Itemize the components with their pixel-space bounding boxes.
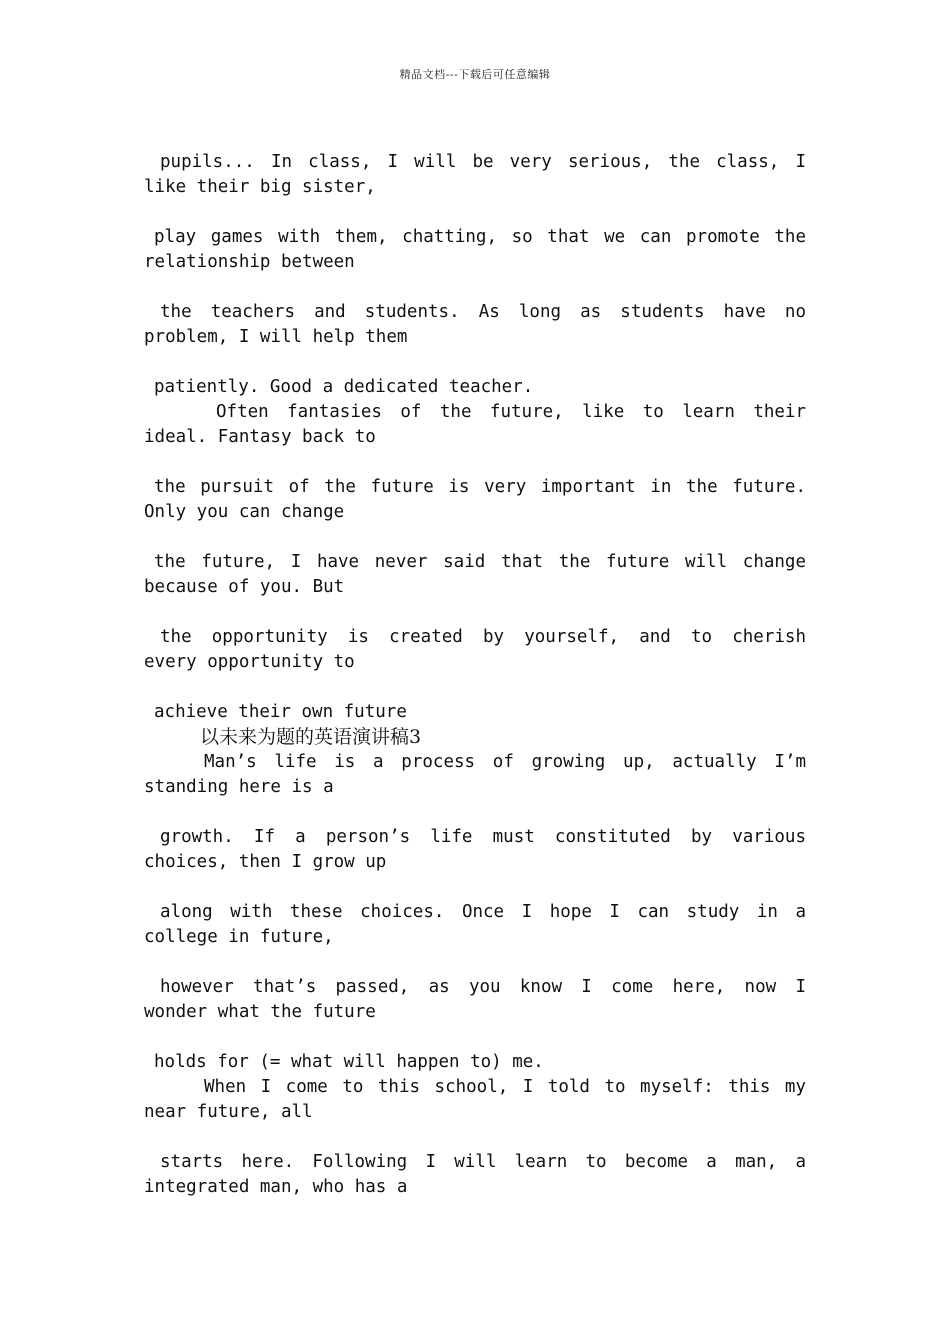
text-line: the teachers and students. As long as students have no	[160, 302, 806, 322]
text-line: pupils... In class, I will be very serious, the class, I	[160, 152, 806, 172]
paragraph-gap	[144, 675, 806, 700]
paragraph-gap	[144, 600, 806, 625]
text-line: achieve their own future	[154, 702, 407, 722]
page-header: 精品文档---下载后可任意编辑	[399, 68, 551, 81]
paragraph-gap	[144, 450, 806, 475]
text-line: the opportunity is created by yourself, and to cherish	[160, 627, 806, 647]
text-line: because of you. But	[144, 577, 345, 597]
text-line: Only you can change	[144, 502, 345, 522]
paragraph-gap	[144, 1025, 806, 1050]
paragraph-gap	[144, 950, 806, 975]
text-line: relationship between	[144, 252, 355, 272]
text-line: college in future,	[144, 927, 334, 947]
paragraph-gap	[144, 875, 806, 900]
text-line: patiently. Good a dedicated teacher.	[154, 377, 534, 397]
text-line: integrated man, who has a	[144, 1177, 408, 1197]
text-line: play games with them, chatting, so that we can promote the	[154, 227, 806, 247]
text-line: problem, I will help them	[144, 327, 408, 347]
text-line: choices, then I grow up	[144, 852, 387, 872]
text-line: the future, I have never said that the future will change	[154, 552, 806, 572]
text-line: Man’s life is a process of growing up, actually I’m	[204, 752, 806, 772]
paragraph-gap	[144, 275, 806, 300]
section-heading: 以未来为题的英语演讲稿3	[200, 726, 422, 748]
paragraph-gap	[144, 1125, 806, 1150]
document-body	[144, 150, 806, 1200]
text-line: every opportunity to	[144, 652, 355, 672]
text-line: along with these choices. Once I hope I can study in a	[160, 902, 806, 922]
text-line: Often fantasies of the future, like to learn their	[216, 402, 806, 422]
paragraph-gap	[144, 800, 806, 825]
paragraph-gap	[144, 200, 806, 225]
text-line: like their big sister,	[144, 177, 376, 197]
text-line: ideal. Fantasy back to	[144, 427, 376, 447]
text-line: wonder what the future	[144, 1002, 376, 1022]
text-line: however that’s passed, as you know I come here, now I	[160, 977, 806, 997]
text-line: When I come to this school, I told to myself: this my	[204, 1077, 806, 1097]
paragraph-gap	[144, 525, 806, 550]
text-line: standing here is a	[144, 777, 334, 797]
text-line: the pursuit of the future is very important in the future.	[154, 477, 806, 497]
text-line: holds for (= what will happen to) me.	[154, 1052, 544, 1072]
paragraph-gap	[144, 350, 806, 375]
text-line: starts here. Following I will learn to become a man, a	[160, 1152, 806, 1172]
text-line: near future, all	[144, 1102, 313, 1122]
text-line: growth. If a person’s life must constituted by various	[160, 827, 806, 847]
